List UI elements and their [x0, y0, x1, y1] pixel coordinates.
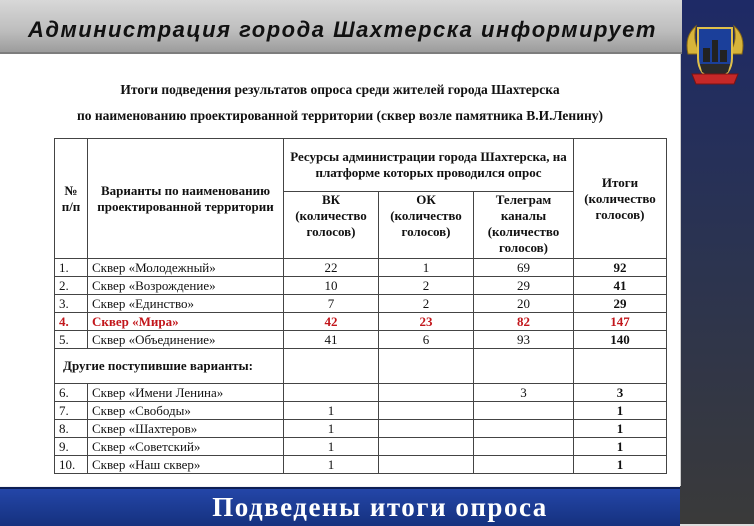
results-table — [54, 138, 667, 474]
header-telegram: Телеграм каналы (количество голосов) — [474, 192, 574, 259]
table-row — [55, 277, 667, 295]
table-row — [55, 438, 667, 456]
row-vk: 1 — [284, 438, 379, 456]
table-row-winner — [55, 313, 667, 331]
row-tg — [474, 438, 574, 456]
table-row — [55, 456, 667, 474]
row-name: Сквер «Советский» — [88, 438, 284, 456]
row-num: 3. — [55, 295, 88, 313]
row-name: Сквер «Объединение» — [88, 331, 284, 349]
row-name: Сквер «Имени Ленина» — [88, 384, 284, 402]
row-vk: 1 — [284, 456, 379, 474]
row-name: Сквер «Возрождение» — [88, 277, 284, 295]
row-tg — [474, 402, 574, 420]
header-vk: ВК (количество голосов) — [284, 192, 379, 259]
row-total: 41 — [574, 277, 667, 295]
row-tg — [474, 456, 574, 474]
row-name: Сквер «Шахтеров» — [88, 420, 284, 438]
header-ok: ОК (количество голосов) — [379, 192, 474, 259]
row-name: Сквер «Наш сквер» — [88, 456, 284, 474]
row-vk: 1 — [284, 402, 379, 420]
document-subtitle-line2: по наименованию проектированной территории (сквер возле памятника В.И.Ленину) — [76, 108, 604, 123]
row-ok — [379, 438, 474, 456]
row-num: 1. — [55, 259, 88, 277]
header-num: № п/п — [55, 139, 88, 259]
header-title: Администрация города Шахтерска информирует — [28, 17, 657, 42]
row-num: 7. — [55, 402, 88, 420]
row-tg: 3 — [474, 384, 574, 402]
table-row — [55, 331, 667, 349]
row-num: 9. — [55, 438, 88, 456]
row-vk: 7 — [284, 295, 379, 313]
row-num: 8. — [55, 420, 88, 438]
row-vk: 41 — [284, 331, 379, 349]
row-vk: 10 — [284, 277, 379, 295]
other-variants-label: Другие поступившие варианты: — [55, 349, 284, 384]
row-ok — [379, 384, 474, 402]
footer-title: Подведены итоги опроса — [212, 492, 548, 522]
row-name: Сквер «Молодежный» — [88, 259, 284, 277]
row-total: 140 — [574, 331, 667, 349]
row-num: 4. — [55, 313, 88, 331]
row-tg: 69 — [474, 259, 574, 277]
row-ok: 2 — [379, 295, 474, 313]
row-total: 1 — [574, 420, 667, 438]
row-tg: 29 — [474, 277, 574, 295]
header-total: Итоги (количество голосов) — [574, 139, 667, 259]
row-ok: 6 — [379, 331, 474, 349]
header-bar — [0, 0, 682, 54]
row-tg: 20 — [474, 295, 574, 313]
table-row — [55, 384, 667, 402]
document-subtitle-line1: Итоги подведения результатов опроса среди жителей города Шахтерска — [120, 82, 560, 97]
row-total: 1 — [574, 402, 667, 420]
empty-cell — [574, 349, 667, 384]
row-num: 6. — [55, 384, 88, 402]
header-variants: Варианты по наименованию проектированной территории — [88, 139, 284, 259]
row-ok: 2 — [379, 277, 474, 295]
row-total: 147 — [574, 313, 667, 331]
row-num: 10. — [55, 456, 88, 474]
row-ok — [379, 402, 474, 420]
row-vk — [284, 384, 379, 402]
row-tg: 82 — [474, 313, 574, 331]
row-vk: 1 — [284, 420, 379, 438]
row-ok — [379, 420, 474, 438]
row-ok — [379, 456, 474, 474]
row-num: 5. — [55, 331, 88, 349]
row-name: Сквер «Мира» — [88, 313, 284, 331]
row-total: 3 — [574, 384, 667, 402]
table-row — [55, 402, 667, 420]
city-emblem-icon — [682, 18, 748, 88]
row-vk: 42 — [284, 313, 379, 331]
table-group-row — [55, 349, 667, 384]
table-row — [55, 259, 667, 277]
row-tg: 93 — [474, 331, 574, 349]
row-vk: 22 — [284, 259, 379, 277]
footer-bar — [0, 487, 680, 526]
row-ok: 23 — [379, 313, 474, 331]
table-header-row — [55, 139, 667, 192]
header-resources: Ресурсы администрации города Шахтерска, на платформе которых проводился опрос — [284, 139, 574, 192]
row-name: Сквер «Единство» — [88, 295, 284, 313]
table-row — [55, 295, 667, 313]
row-total: 1 — [574, 456, 667, 474]
empty-cell — [474, 349, 574, 384]
empty-cell — [379, 349, 474, 384]
row-ok: 1 — [379, 259, 474, 277]
row-total: 1 — [574, 438, 667, 456]
row-tg — [474, 420, 574, 438]
row-total: 92 — [574, 259, 667, 277]
row-num: 2. — [55, 277, 88, 295]
empty-cell — [284, 349, 379, 384]
table-row — [55, 420, 667, 438]
row-total: 29 — [574, 295, 667, 313]
row-name: Сквер «Свободы» — [88, 402, 284, 420]
